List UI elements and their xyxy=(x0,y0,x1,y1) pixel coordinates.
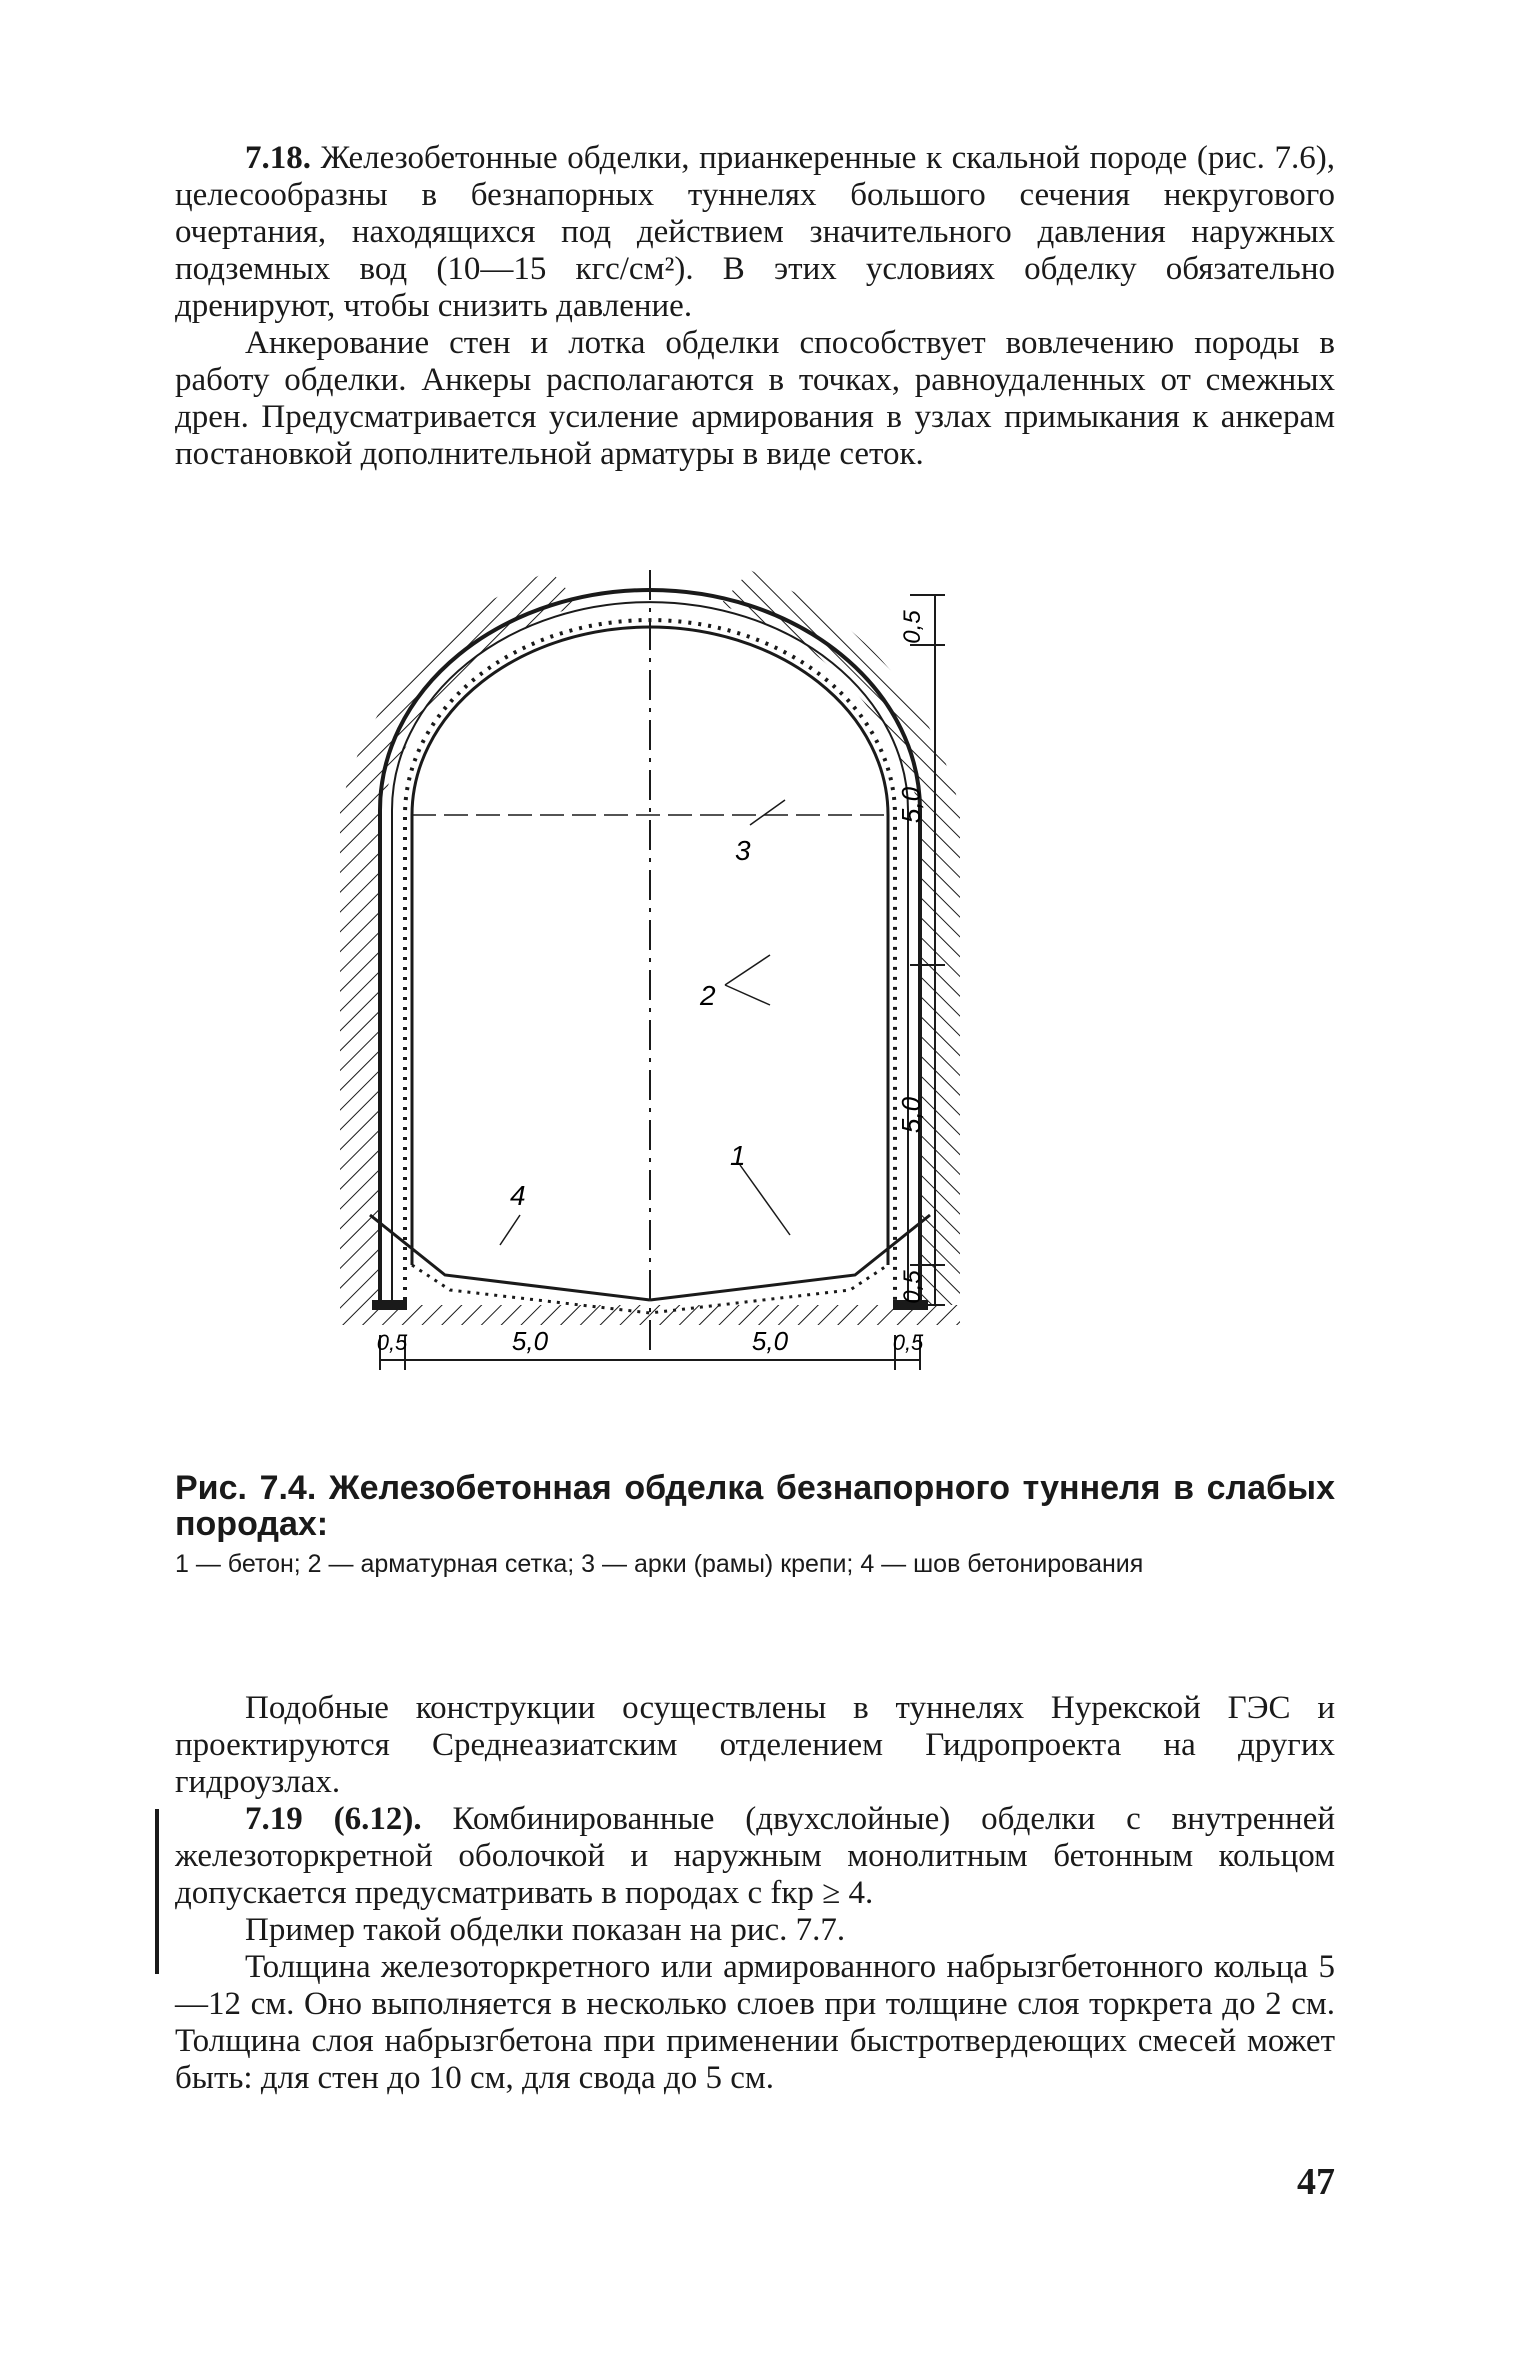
paragraph-7-19-text: Комбинированные (двухслойные) обделки с внутренней железоторкретной оболочкой и наружным монолитным бетонным кольцом допускается предусматривать в породах с fкр ≥ 4. xyxy=(175,1801,1336,1911)
revision-bar xyxy=(155,1809,159,1974)
tunnel-lining-figure xyxy=(330,565,1150,1405)
dim-right-2: 5,0 xyxy=(896,1096,926,1134)
label-3: 3 xyxy=(735,835,751,866)
dim-bottom-3: 0,5 xyxy=(892,1330,924,1355)
dim-bottom-1: 5,0 xyxy=(511,1326,549,1356)
dim-right-3: 0,5 xyxy=(899,1270,926,1304)
label-1: 1 xyxy=(730,1140,746,1171)
paragraph-7-18-a xyxy=(175,140,1335,325)
paragraph-7-18-b: Анкерование стен и лотка обделки способствует вовлечению породы в работу обделки. Анкеры располагаются в точках, равноудаленных от смежных дрен. Предусматривается усиление армирования в узлах примыкания к анкерам постановкой дополнительной арматуры в виде сеток. xyxy=(175,325,1335,472)
caption-title: Рис. 7.4. Железобетонная обделка безнапорного туннеля в слабых породах: xyxy=(175,1469,1335,1543)
paragraph-7-18-a-text: Железобетонные обделки, прианкеренные к скальной породе (рис. 7.6), целесообразны в безнапорных туннелях большого сечения некругового очертания, находящихся под действием значительного давления наружных подземных вод (10—15 кгс/см²). В этих условиях обделку обязательно дренируют, чтобы снизить давление. xyxy=(175,140,1335,324)
dim-right-1: 5,0 xyxy=(896,786,926,824)
section-number-7-18: 7.18. xyxy=(245,140,311,176)
figure-caption xyxy=(175,1470,1335,1578)
paragraph-example: Пример такой обделки показан на рис. 7.7. xyxy=(245,1912,846,1948)
dim-bottom-2: 5,0 xyxy=(751,1326,789,1356)
paragraph-nurek: Подобные конструкции осуществлены в туннелях Нурекской ГЭС и проектируются Среднеазиатским отделением Гидропроекта на других гидроузлах. xyxy=(175,1690,1335,1800)
rock-hatch-left xyxy=(340,570,580,1305)
label-2: 2 xyxy=(700,980,716,1011)
dim-right-0: 0,5 xyxy=(899,610,926,644)
page-number: 47 xyxy=(1297,2161,1335,2203)
paragraph-7-19 xyxy=(175,1801,1335,1912)
dim-bottom-0: 0,5 xyxy=(376,1330,408,1355)
section-7-19 xyxy=(175,1801,1335,1912)
section-number-7-19: 7.19 (6.12). xyxy=(245,1801,422,1837)
paragraph-thickness: Толщина железоторкретного или армированного набрызгбетонного кольца 5—12 см. Оно выполняется в несколько слоев при толщине слоя торкрета до 2 см. Толщина слоя набрызгбетона при применении быстротвердеющих смесей может быть: для стен до 10 см, для свода до 5 см. xyxy=(175,1949,1335,2096)
section-7-18 xyxy=(175,140,1335,473)
body-text-after-figure xyxy=(175,1690,1335,2097)
label-4: 4 xyxy=(510,1180,526,1211)
footing-left xyxy=(372,1300,407,1310)
caption-legend: 1 — бетон; 2 — арматурная сетка; 3 — арки (рамы) крепи; 4 — шов бетонирования xyxy=(175,1550,1144,1578)
rock-hatch-right xyxy=(720,570,960,1305)
